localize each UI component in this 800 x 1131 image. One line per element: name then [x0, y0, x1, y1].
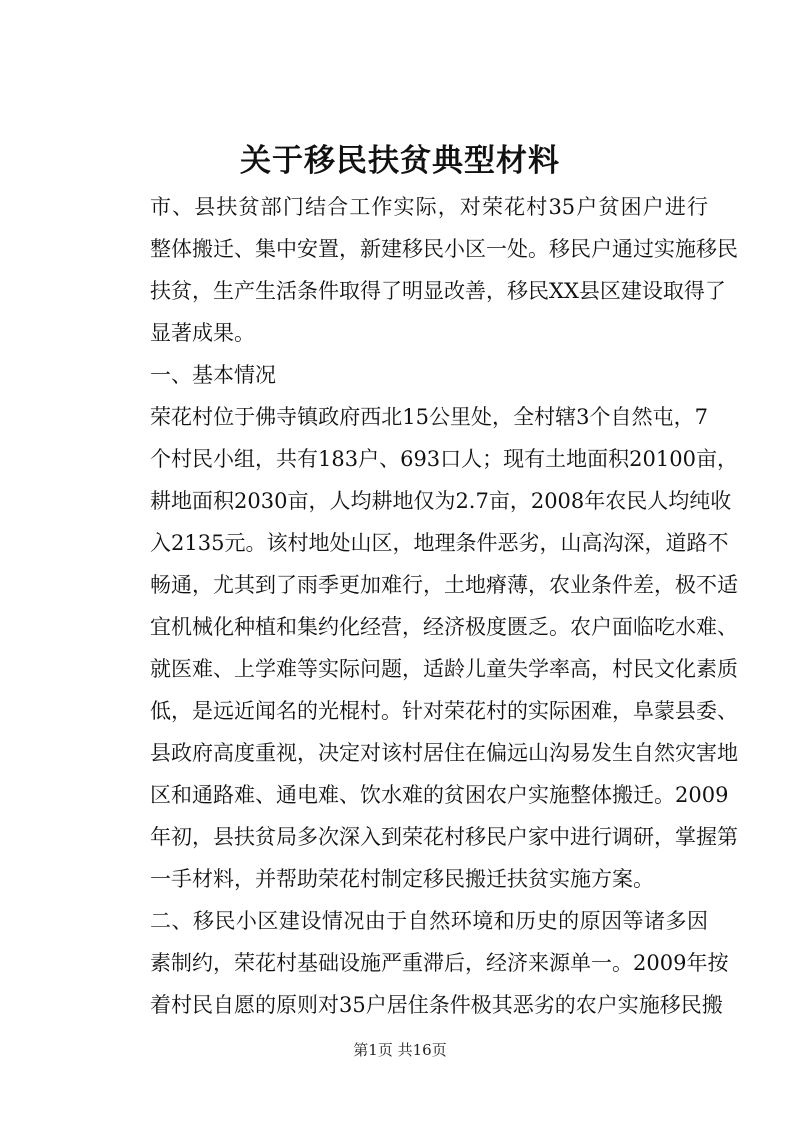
text-line: 低，是远近闻名的光棍村。针对荣花村的实际困难，阜蒙县委、	[150, 699, 738, 723]
text-line: 就医难、上学难等实际问题，适龄儿童失学率高，村民文化素质	[150, 657, 738, 681]
text-line: 市、县扶贫部门结合工作实际，对荣花村35户贫困户进行	[150, 195, 708, 219]
section-heading-basic-situation	[108, 354, 708, 396]
text-line: 扶贫，生产生活条件取得了明显改善，移民XX县区建设取得了	[150, 279, 726, 303]
document-body	[108, 186, 738, 1026]
paragraph-intro	[108, 186, 738, 354]
text-line: 整体搬迁、集中安置，新建移民小区一处。移民户通过实施移民	[150, 237, 738, 261]
text-line: 耕地面积2030亩，人均耕地仅为2.7亩，2008年农民人均纯收	[150, 489, 732, 513]
text-line: 着村民自愿的原则对35户居住条件极其恶劣的农户实施移民搬	[150, 993, 723, 1017]
text-line: 个村民小组，共有183户、693口人；现有土地面积20100亩，	[150, 447, 738, 471]
text-line: 入2135元。该村地处山区，地理条件恶劣，山高沟深，道路不	[150, 531, 729, 555]
text-line: 区和通路难、通电难、饮水难的贫困农户实施整体搬迁。2009	[150, 783, 729, 807]
text-line: 宜机械化种植和集约化经营，经济极度匮乏。农户面临吃水难、	[150, 615, 738, 639]
document-title: 关于移民扶贫典型材料	[240, 143, 560, 179]
page-number-footer: 第1页 共16页	[353, 1041, 447, 1059]
paragraph-resettlement-construction	[108, 900, 729, 1026]
text-line: 一手材料，并帮助荣花村制定移民搬迁扶贫实施方案。	[150, 867, 654, 891]
text-line: 一、基本情况	[150, 363, 276, 387]
text-line: 二、移民小区建设情况由于自然环境和历史的原因等诸多因	[150, 909, 708, 933]
paragraph-basic-situation	[108, 396, 738, 900]
text-line: 县政府高度重视，决定对该村居住在偏远山沟易发生自然灾害地	[150, 741, 738, 765]
text-line: 荣花村位于佛寺镇政府西北15公里处，全村辖3个自然屯，7	[150, 405, 708, 429]
text-line: 年初，县扶贫局多次深入到荣花村移民户家中进行调研，掌握第	[150, 825, 738, 849]
text-line: 显著成果。	[150, 321, 255, 345]
text-line: 畅通，尤其到了雨季更加难行，土地瘠薄，农业条件差，极不适	[150, 573, 738, 597]
text-line: 素制约，荣花村基础设施严重滞后，经济来源单一。2009年按	[150, 951, 729, 975]
